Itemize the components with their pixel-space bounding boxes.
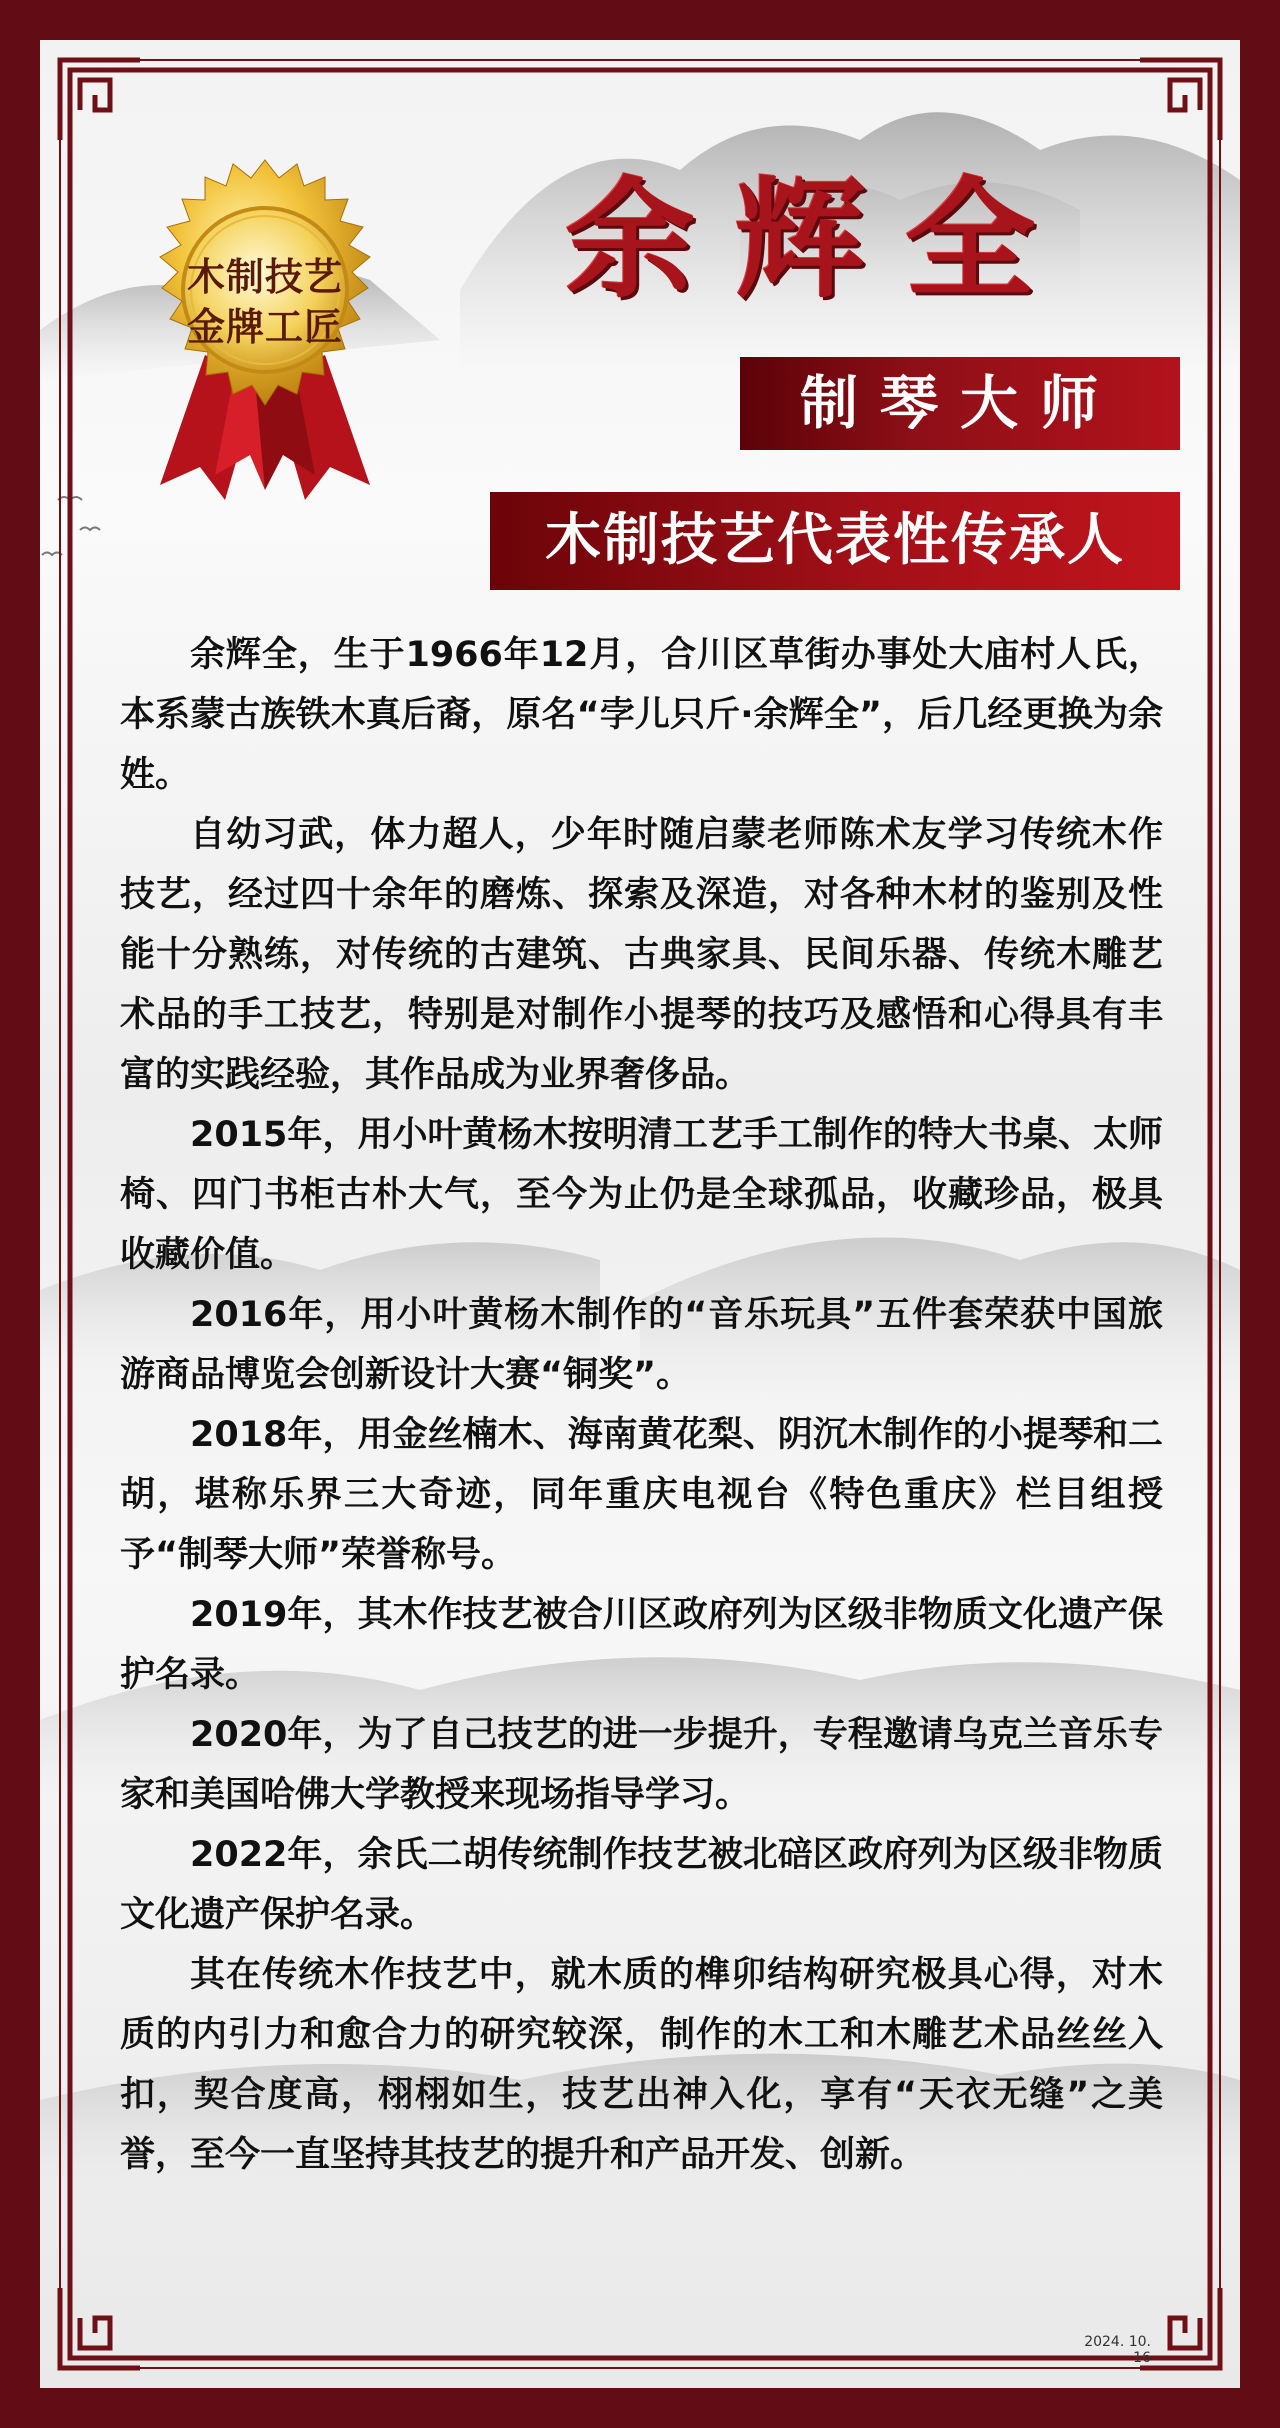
paragraph: 2022年，余氏二胡传统制作技艺被北碚区政府列为区级非物质文化遗产保护名录。 [120, 1835, 1163, 1935]
title-banner-violin-master: 制琴大师 [740, 357, 1180, 450]
paragraph: 2019年，其木作技艺被合川区政府列为区级非物质文化遗产保护名录。 [120, 1595, 1163, 1695]
paragraph: 自幼习武，体力超人，少年时随启蒙老师陈术友学习传统木作技艺，经过四十余年的磨炼、探索及深造，对各种木材的鉴别及性能十分熟练，对传统的古建筑、古典家具、民间乐器、传统木雕艺术品的手工技艺，特别是对制作小提琴的技巧及感悟和心得具有丰富的实践经验，其作品成为业界奢侈品。 [120, 815, 1163, 1095]
date-stamp: 2024. 10. 16 [1084, 2334, 1151, 2366]
paragraph: 余辉全，生于1966年12月，合川区草街办事处大庙村人氏，本系蒙古族铁木真后裔，原名“孛儿只斤·余辉全”，后几经更换为余姓。 [120, 635, 1163, 795]
paragraph: 2015年，用小叶黄杨木按明清工艺手工制作的特大书桌、太师椅、四门书柜古朴大气，至今为止仍是全球孤品，收藏珍品，极具收藏价值。 [120, 1115, 1163, 1275]
biography-text [120, 625, 1163, 2185]
bird-icons [42, 497, 100, 555]
paragraph: 2018年，用金丝楠木、海南黄花梨、阴沉木制作的小提琴和二胡，堪称乐界三大奇迹，同年重庆电视台《特色重庆》栏目组授予“制琴大师”荣誉称号。 [120, 1415, 1163, 1575]
paragraph: 其在传统木作技艺中，就木质的榫卯结构研究极具心得，对木质的内引力和愈合力的研究较深，制作的木工和木雕艺术品丝丝入扣，契合度高，栩栩如生，技艺出神入化，享有“天衣无缝”之美誉，至今一直坚持其技艺的提升和产品开发、创新。 [120, 1955, 1163, 2175]
medal-line-2: 金牌工匠 [186, 305, 343, 349]
medal-label [170, 252, 360, 352]
paragraph: 2020年，为了自己技艺的进一步提升，专程邀请乌克兰音乐专家和美国哈佛大学教授来现场指导学习。 [120, 1715, 1163, 1815]
paragraph: 2016年，用小叶黄杨木制作的“音乐玩具”五件套荣获中国旅游商品博览会创新设计大赛“铜奖”。 [120, 1295, 1163, 1395]
master-name-title: 余辉全 [564, 163, 1075, 316]
title-banner-heritage-inheritor: 木制技艺代表性传承人 [490, 492, 1180, 590]
medal-line-1: 木制技艺 [186, 255, 343, 299]
